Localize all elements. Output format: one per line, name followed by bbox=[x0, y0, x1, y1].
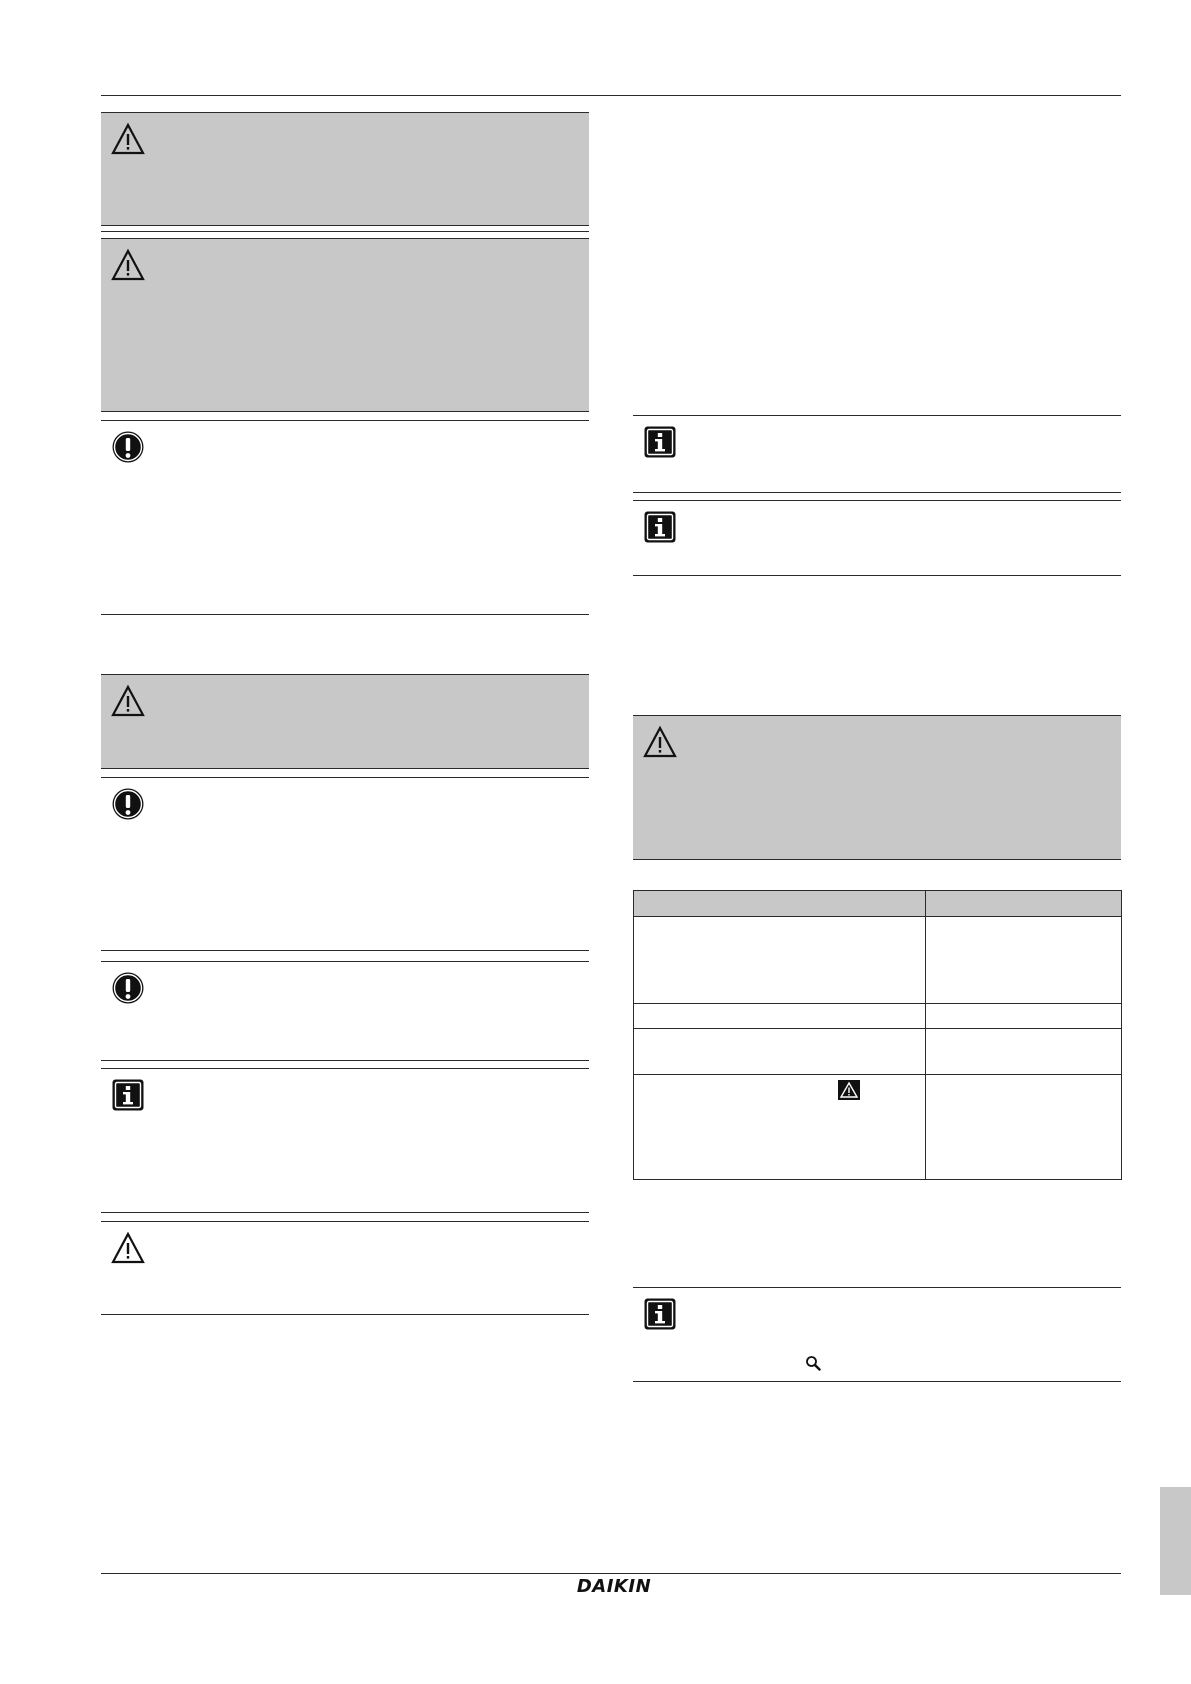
info-icon bbox=[643, 510, 677, 544]
warning-box-3 bbox=[101, 674, 589, 769]
exclamation-circle-icon bbox=[111, 430, 145, 464]
warning-triangle-icon bbox=[111, 248, 145, 282]
notice-box-3 bbox=[101, 961, 589, 1061]
table-cell bbox=[926, 1029, 1122, 1075]
footer-rule bbox=[101, 1573, 1121, 1574]
magnifier-icon bbox=[805, 1355, 821, 1371]
warning-box-1 bbox=[101, 112, 589, 226]
information-box-3 bbox=[633, 500, 1121, 576]
caution-box-1 bbox=[101, 1221, 589, 1315]
table-row bbox=[634, 1004, 1122, 1029]
table-cell bbox=[634, 1029, 926, 1075]
table-header-cell bbox=[926, 891, 1122, 917]
side-tab bbox=[1160, 1487, 1191, 1595]
warning-triangle-icon bbox=[111, 1231, 145, 1265]
information-box-4 bbox=[633, 1287, 1121, 1382]
table-cell bbox=[634, 1075, 926, 1180]
info-icon bbox=[643, 425, 677, 459]
table-row bbox=[634, 1075, 1122, 1180]
warning-icon bbox=[838, 1080, 860, 1100]
information-box-2 bbox=[633, 415, 1121, 493]
header-rule bbox=[101, 95, 1121, 96]
table-cell bbox=[926, 1004, 1122, 1029]
table-cell bbox=[926, 1075, 1122, 1180]
table-cell bbox=[634, 1004, 926, 1029]
table-cell bbox=[926, 917, 1122, 1004]
warning-triangle-icon bbox=[111, 684, 145, 718]
table-header-cell bbox=[634, 891, 926, 917]
info-icon bbox=[643, 1297, 677, 1331]
table-row bbox=[634, 1029, 1122, 1075]
info-icon bbox=[111, 1078, 145, 1112]
table-header-row bbox=[634, 891, 1122, 917]
warning-box-4 bbox=[633, 715, 1121, 860]
warning-triangle-icon bbox=[111, 122, 145, 156]
warning-triangle-icon bbox=[643, 725, 677, 759]
exclamation-circle-icon bbox=[111, 971, 145, 1005]
specification-table bbox=[633, 890, 1122, 1180]
daikin-logo: DAIKIN bbox=[576, 1576, 652, 1597]
table-row bbox=[634, 917, 1122, 1004]
notice-box-1 bbox=[101, 420, 589, 615]
warning-box-2 bbox=[101, 238, 589, 412]
information-box-1 bbox=[101, 1068, 589, 1213]
exclamation-circle-icon bbox=[111, 787, 145, 821]
table-cell bbox=[634, 917, 926, 1004]
notice-box-2 bbox=[101, 777, 589, 951]
